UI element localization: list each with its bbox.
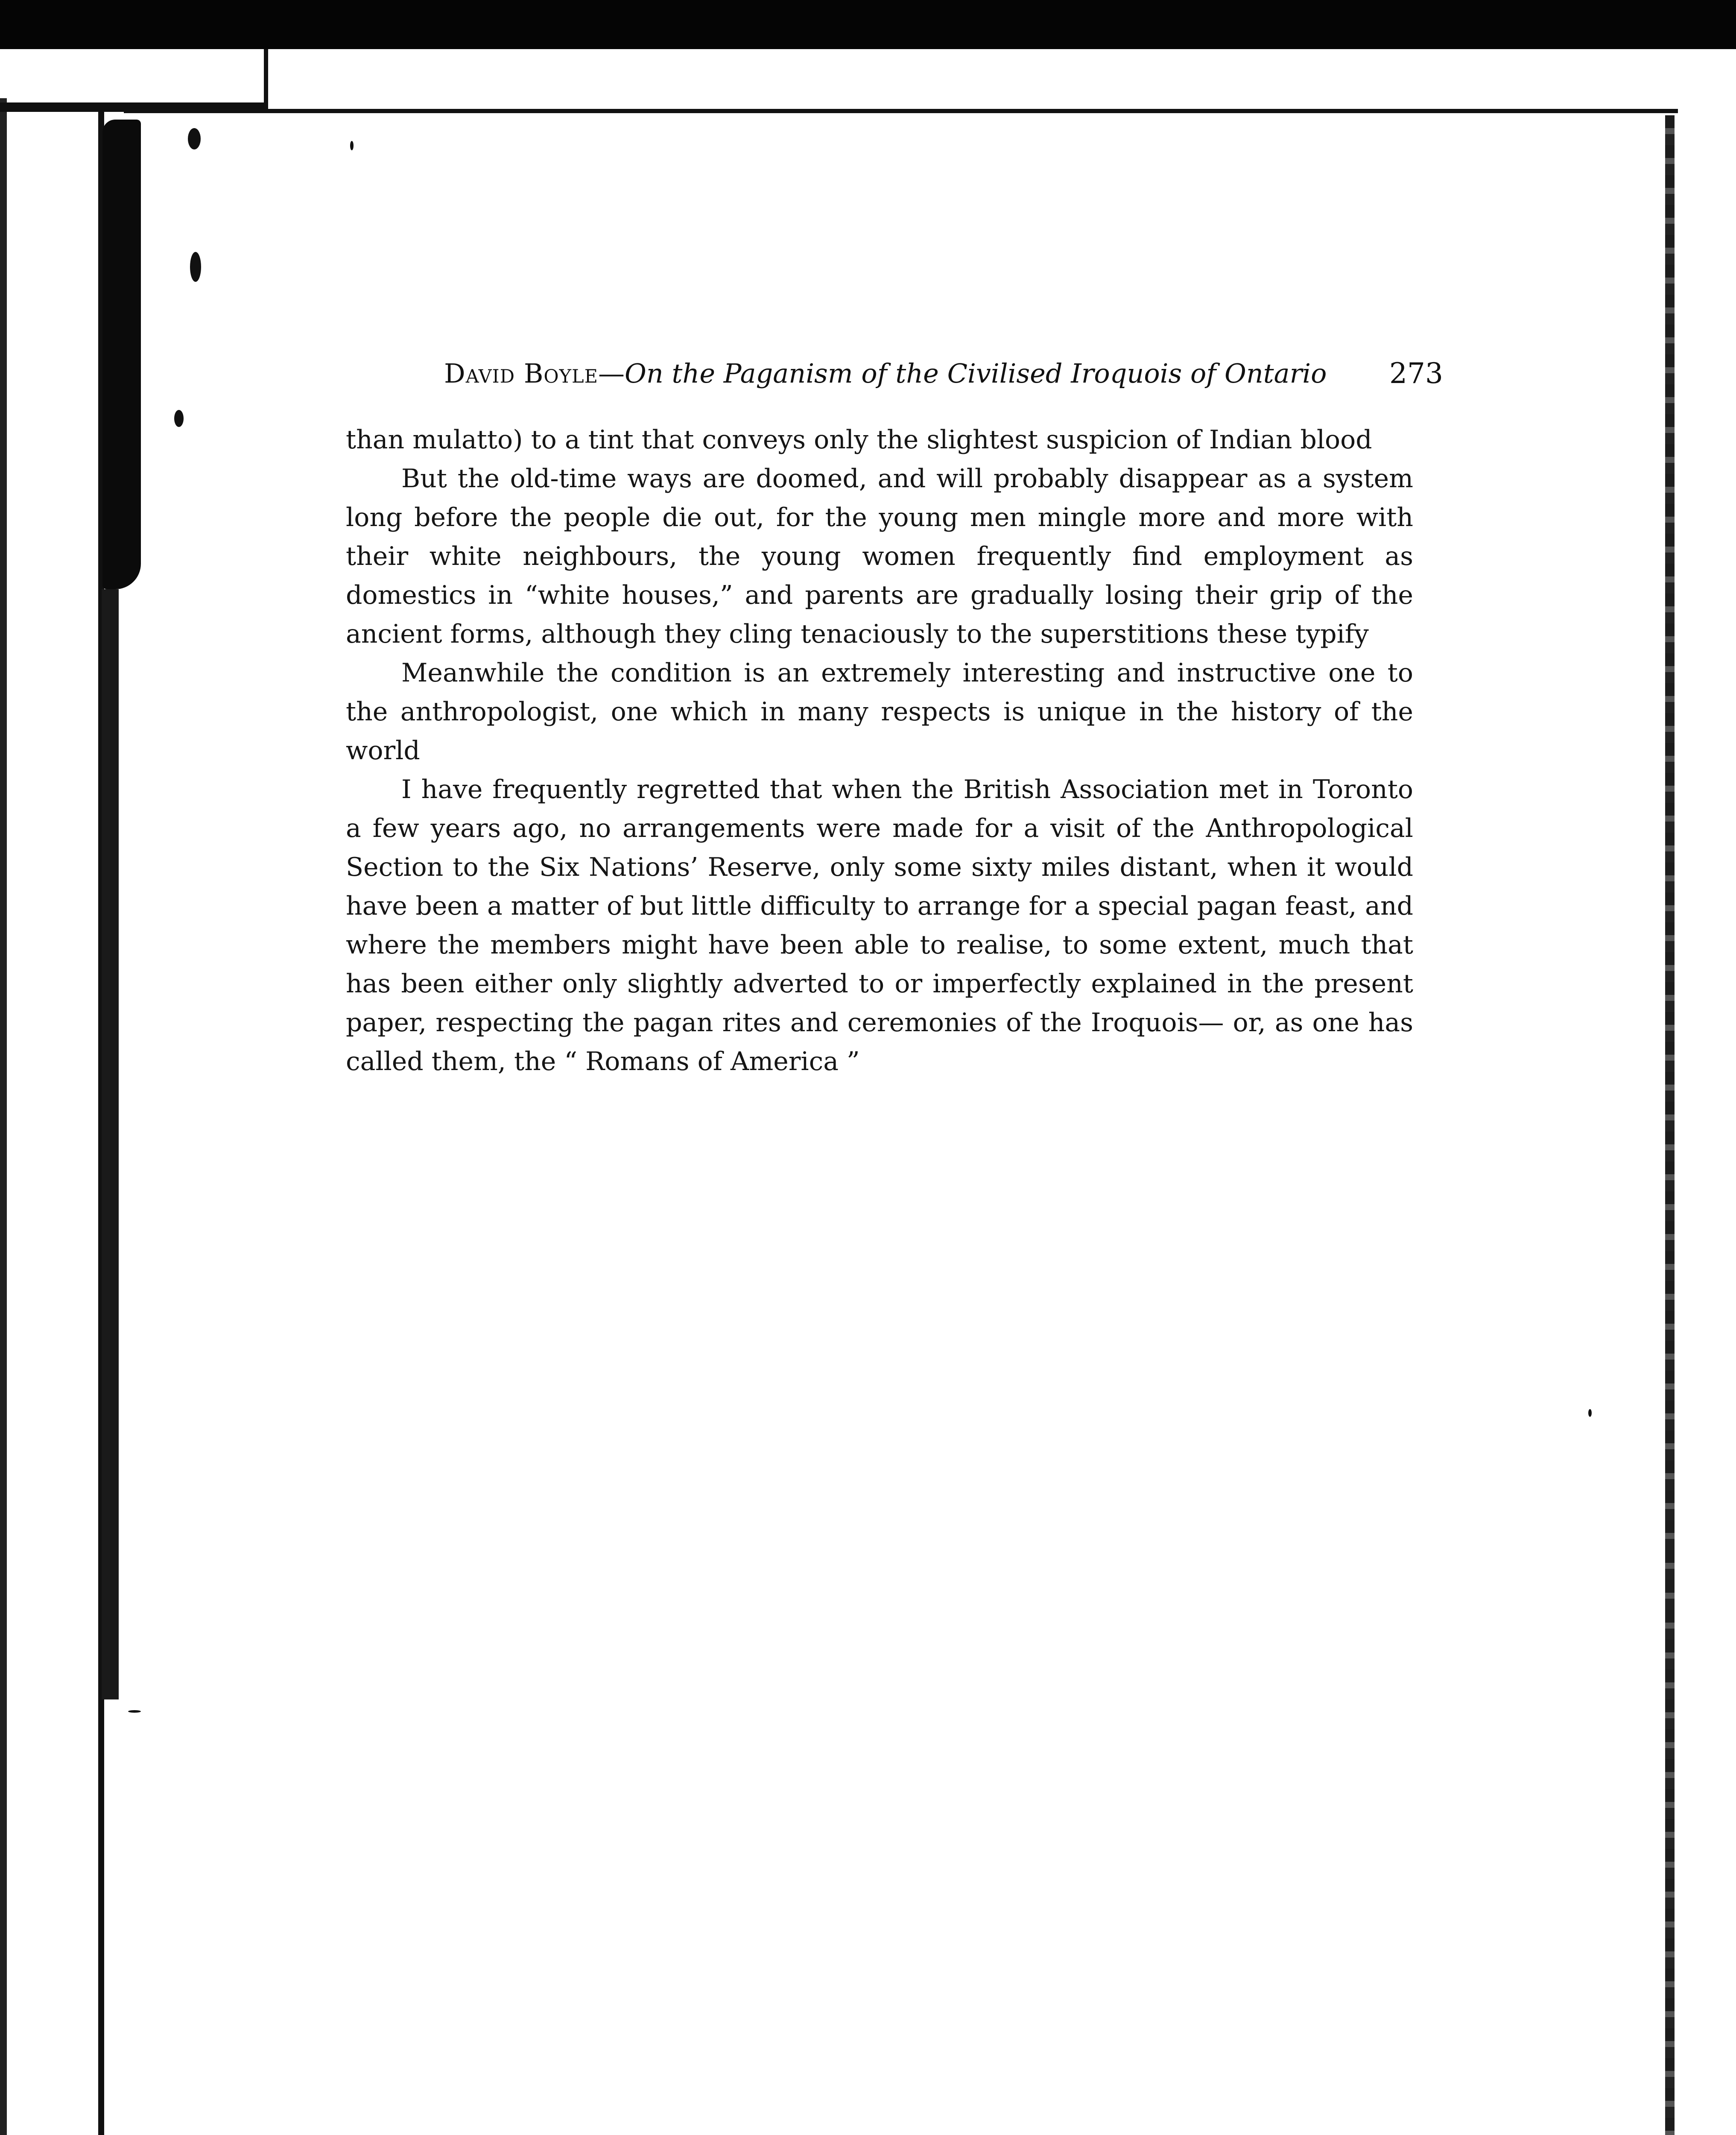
ink-speck xyxy=(190,252,201,282)
running-head xyxy=(444,348,1439,399)
ink-speck xyxy=(174,410,184,427)
paragraph: But the old-time ways are doomed, and will probably disappear as a system long before the people die out, for the young men mingle more and more with their white neighbours, the young women frequently find employment as domestics in “white houses,” and parents are gradually losing their grip of the ancient forms, although they cling tenaciously to the superstitions these typify xyxy=(346,464,1413,649)
book-spine-edge xyxy=(0,98,7,2135)
running-head-author: David Boyle xyxy=(444,358,598,389)
page-edge-top xyxy=(124,109,1678,113)
ink-speck xyxy=(128,1710,141,1713)
scan-shadow-blot xyxy=(102,120,141,589)
body-text xyxy=(346,421,1413,1081)
running-head-separator: — xyxy=(598,358,625,389)
paragraph: I have frequently regretted that when the British Association met in Toronto a few years ago, no arrangements were made for a visit of the Anthropological Section to the Six Nations’ Reserve, only some sixty miles distant, when it would have been a matter of but little difficulty to arrange for a special pagan feast, and where the members might have been able to realise, to some extent, much that has been either only slightly adverted to or imperfectly explained in the present paper, respecting the pagan rites and ceremonies of the Iroquois— or, as one has called them, the “ Romans of America ” xyxy=(346,775,1413,1076)
page-number: 273 xyxy=(1389,357,1443,390)
scan-shadow-strip xyxy=(102,589,119,1699)
scan-border-top xyxy=(0,0,1736,49)
ink-speck xyxy=(188,128,201,149)
ink-speck xyxy=(350,141,354,150)
page-edge-right xyxy=(1665,115,1675,2135)
paragraph: Meanwhile the condition is an extremely interesting and instructive one to the anthropologist, one which in many respects is unique in the history of the world xyxy=(346,658,1413,766)
running-head-title: On the Paganism of the Civilised Iroquois of Ontario xyxy=(625,358,1327,389)
paragraph-continuation: than mulatto) to a tint that conveys only the slightest suspicion of Indian blood xyxy=(346,425,1372,455)
ink-speck xyxy=(1588,1409,1592,1417)
scan-tick-top xyxy=(264,49,268,109)
